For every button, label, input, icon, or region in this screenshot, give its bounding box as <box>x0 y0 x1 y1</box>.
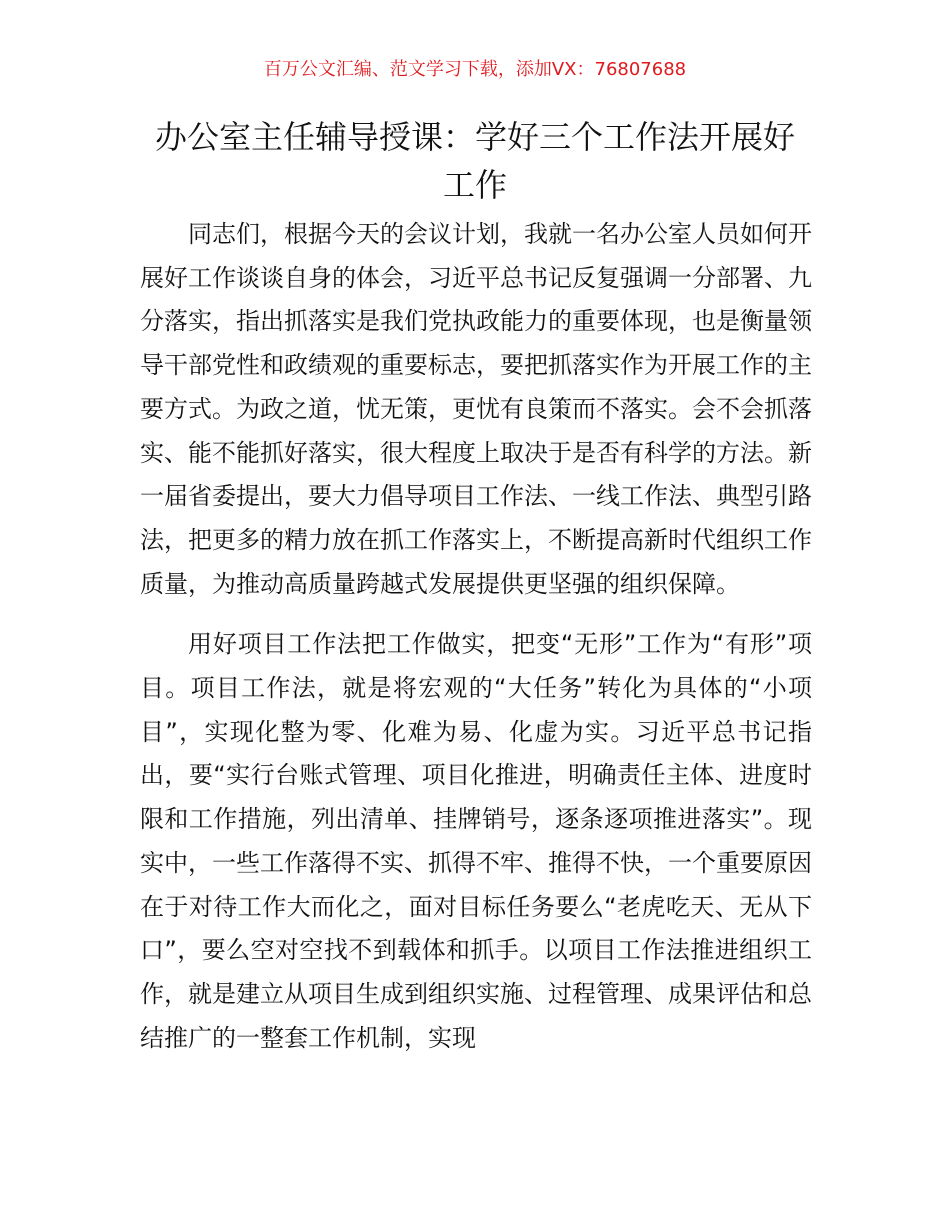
body-paragraph: 用好项目工作法把工作做实，把变“无形”工作为“有形”项目。项目工作法，就是将宏观的“大任务”转化为具体的“小项目”，实现化整为零、化难为易、化虚为实。习近平总书记指出，要“实行台账式管理、项目化推进，明确责任主体、进度时限和工作措施，列出清单、挂牌销号，逐条逐项推进落实”。现实中，一些工作落得不实、抓得不牢、推得不快，一个重要原因在于对待工作大而化之，面对目标任务要么“老虎吃天、无从下口”，要么空对空找不到载体和抓手。以项目工作法推进组织工作，就是建立从项目生成到组织实施、过程管理、成果评估和总结推广的一整套工作机制，实现 <box>140 630 812 1052</box>
header-watermark-note: 百万公文汇编、范文学习下载，添加VX：76807688 <box>263 59 687 80</box>
body-paragraph: 同志们，根据今天的会议计划，我就一名办公室人员如何开展好工作谈谈自身的体会，习近平总书记反复强调一分部署、九分落实，指出抓落实是我们党执政能力的重要体现，也是衡量领导干部党性和政绩观的重要标志，要把抓落实作为开展工作的主要方式。为政之道，忧无策，更忧有良策而不落实。会不会抓落实、能不能抓好落实，很大程度上取决于是否有科学的方法。新一届省委提出，要大力倡导项目工作法、一线工作法、典型引路法，把更多的精力放在抓工作落实上，不断提高新时代组织工作质量，为推动高质量跨越式发展提供更坚强的组织保障。 <box>140 220 812 598</box>
document-title: 办公室主任辅导授课：学好三个工作法开展好工作 <box>154 118 795 204</box>
document-body <box>140 213 812 1077</box>
